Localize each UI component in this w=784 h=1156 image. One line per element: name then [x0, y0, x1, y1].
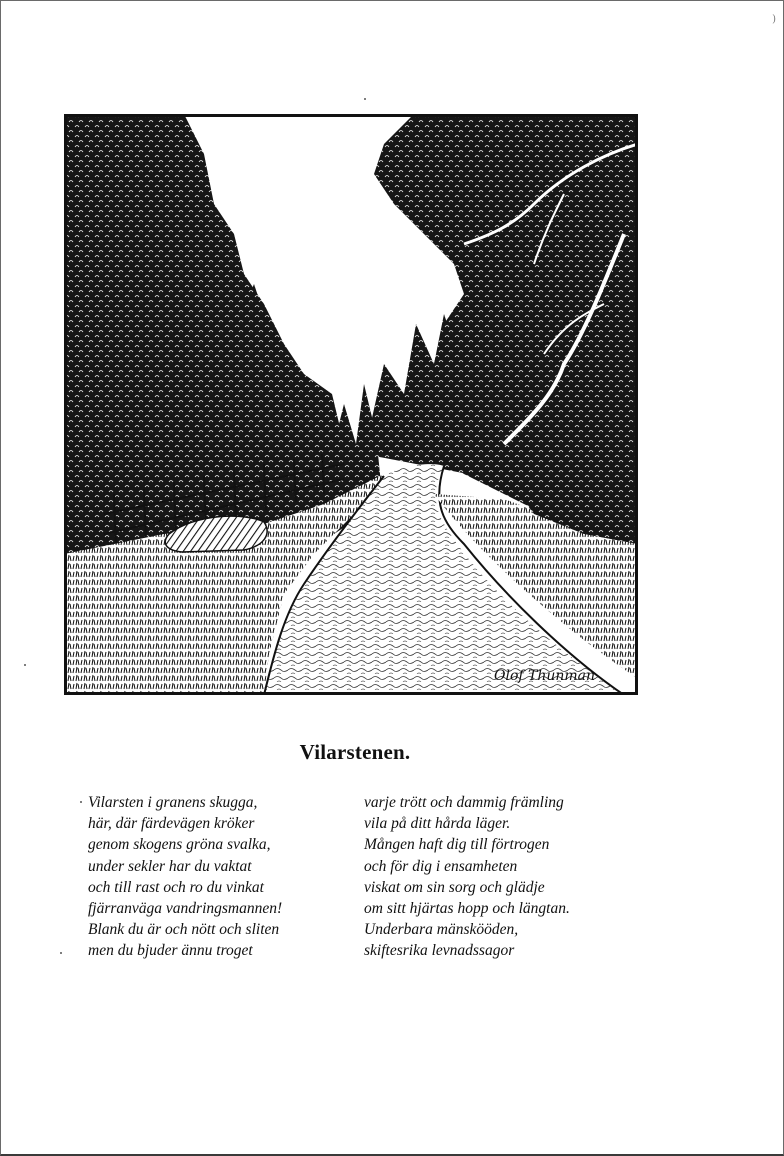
- poem-right-column: [364, 792, 570, 962]
- poem-line: fjärranväga vandringsmannen!: [88, 900, 283, 918]
- poem-line: men du bjuder ännu troget: [88, 942, 253, 960]
- poem-line: vila på ditt hårda läger.: [364, 815, 511, 833]
- paper-speck: [80, 801, 82, 803]
- poem-left-column: [88, 792, 282, 962]
- paper-speck: [24, 664, 26, 666]
- poem-line: och till rast och ro du vinkat: [88, 878, 264, 896]
- poem-line: under sekler har du vaktat: [88, 857, 252, 875]
- poem-line: här, där färdevägen kröker: [88, 815, 255, 833]
- corner-mark: ): [772, 14, 776, 25]
- paper-speck: [60, 952, 62, 954]
- poem-line: skiftesrika levnadssagor: [364, 942, 515, 960]
- artist-signature: Olof Thunman: [494, 668, 596, 684]
- poem-line: och för dig i ensamheten: [364, 857, 518, 875]
- poem-title: Vilarstenen.: [299, 740, 411, 764]
- poem-line: genom skogens gröna svalka,: [88, 836, 271, 854]
- poem-line: varje trött och dammig främling: [364, 794, 564, 811]
- poem-line: viskat om sin sorg och glädje: [364, 878, 545, 896]
- paper-speck: [364, 98, 366, 100]
- forest-road-illustration: [64, 114, 638, 695]
- poem-line: Underbara mänskööden,: [364, 921, 519, 939]
- poem-line: Mången haft dig till förtrogen: [364, 836, 550, 854]
- poem-line: om sitt hjärtas hopp och längtan.: [364, 900, 570, 918]
- poem-line: Vilarsten i granens skugga,: [88, 794, 258, 811]
- poem-line: Blank du är och nött och sliten: [88, 921, 280, 939]
